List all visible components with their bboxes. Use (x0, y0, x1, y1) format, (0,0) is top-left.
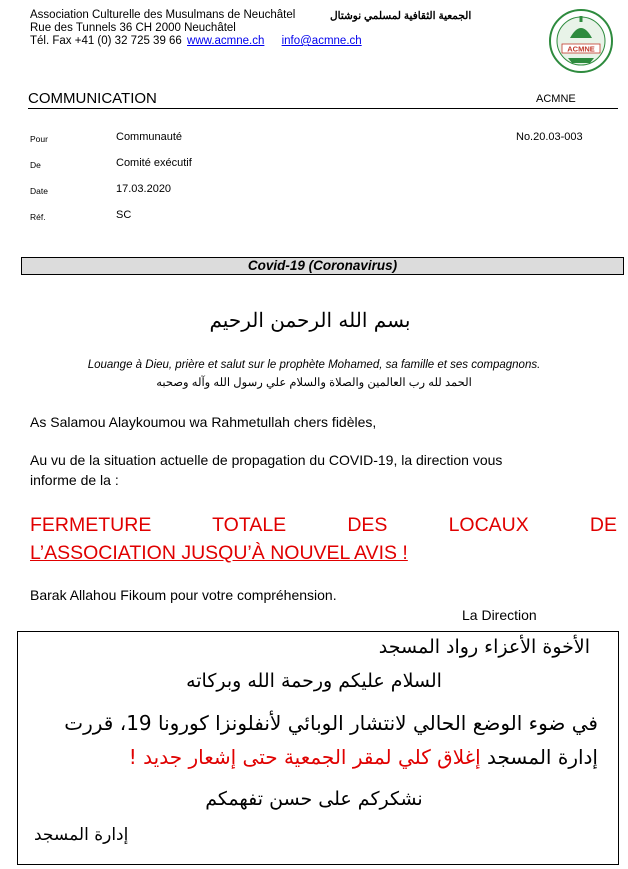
subject-text: Covid-19 (Coronavirus) (247, 258, 398, 273)
closure-alert-line-1: FERMETURE TOTALE DES LOCAUX DE (30, 514, 617, 536)
org-contact (30, 35, 362, 47)
association-logo (548, 8, 614, 74)
website-link[interactable]: www.acmne.ch (187, 35, 265, 47)
praise-french: Louange à Dieu, prière et salut sur le prophète Mohamed, sa famille et ses compagnons. (87, 359, 541, 371)
intro-line-2: informe de la : (30, 472, 119, 488)
org-name-arabic: الجمعية الثقافية لمسلمي نوشتال (330, 10, 472, 22)
arabic-line-4-red: إغلاق كلي لمقر الجمعية حتى إشعار جديد ! (128, 745, 481, 769)
greeting: As Salamou Alaykoumou wa Rahmetullah chers fidèles, (30, 414, 377, 430)
email-link[interactable]: info@acmne.ch (281, 35, 362, 47)
meta-label-pour: Pour (30, 134, 48, 144)
signature: La Direction (462, 607, 537, 623)
meta-value-date: 17.03.2020 (116, 183, 172, 195)
meta-value-ref: SC (116, 209, 132, 221)
org-name: Association Culturelle des Musulmans de Neuchâtel (30, 9, 296, 21)
doc-type: COMMUNICATION (28, 90, 157, 107)
thanks: Barak Allahou Fikoum pour votre compréhension. (30, 587, 337, 603)
arabic-line-2: السلام عليكم ورحمة الله وبركاته (186, 670, 442, 692)
meta-label-ref: Réf. (30, 212, 46, 222)
phone-fax: Tél. Fax +41 (0) 32 725 39 66 (30, 35, 182, 47)
praise-arabic: الحمد لله رب العالمين والصلاة والسلام علي رسول الله وآله وصحبه (156, 377, 472, 389)
title-divider (28, 108, 618, 109)
arabic-line-6: إدارة المسجد (34, 825, 129, 845)
arabic-line-3: في ضوء الوضع الحالي لانتشار الوبائي لأنفلونزا كورونا 19، قررت (64, 711, 598, 735)
intro-line-1: Au vu de la situation actuelle de propagation du COVID-19, la direction vous (30, 452, 503, 468)
arabic-line-1: الأخوة الأعزاء رواد المسجد (378, 636, 590, 658)
doc-org-code: ACMNE (536, 93, 576, 105)
doc-number: No.20.03-003 (516, 131, 583, 143)
meta-value-de: Comité exécutif (116, 157, 192, 169)
closure-alert-line-2: L’ASSOCIATION JUSQU’À NOUVEL AVIS ! (30, 542, 408, 564)
subject-banner (21, 257, 624, 275)
arabic-line-4-black: إدارة المسجد (487, 745, 598, 769)
arabic-line-5: نشكركم على حسن تفهمكم (205, 788, 423, 810)
org-address: Rue des Tunnels 36 CH 2000 Neuchâtel (30, 22, 236, 34)
logo-text: ACMNE (567, 44, 595, 54)
meta-label-de: De (30, 160, 41, 170)
arabic-line-4 (129, 745, 598, 769)
meta-label-date: Date (30, 186, 48, 196)
meta-value-pour: Communauté (116, 131, 183, 143)
basmala-calligraphy: بسم الله الرحمن الرحيم (209, 308, 411, 332)
